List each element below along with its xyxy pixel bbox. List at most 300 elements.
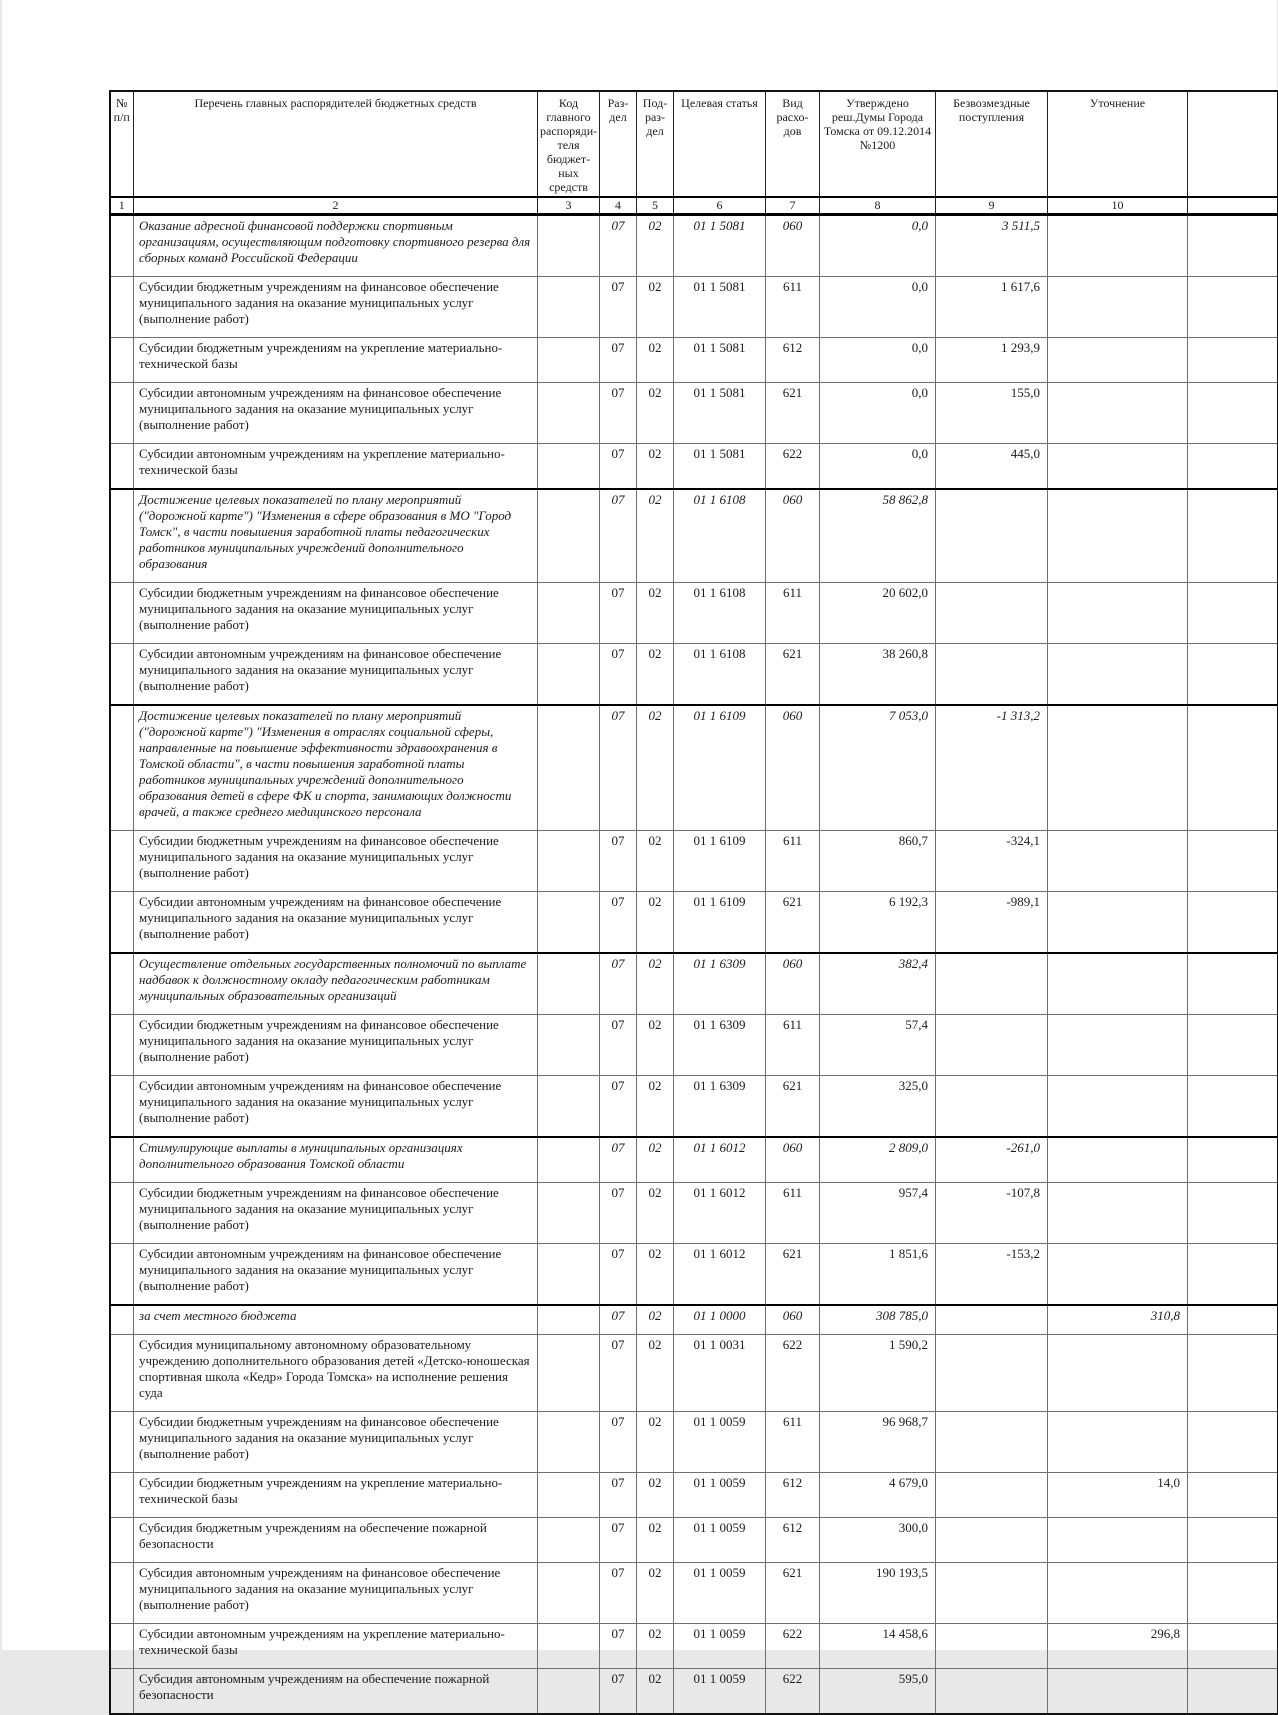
- table-row: [110, 1624, 1278, 1669]
- cell-celevaya-statya: 01 1 0059: [674, 1563, 766, 1624]
- cell-celevaya-statya: 01 1 5081: [674, 383, 766, 444]
- budget-table-wrap: [109, 90, 1277, 1715]
- cell-podrazdel: 02: [637, 338, 674, 383]
- cell-clarification-amount: [1048, 1244, 1188, 1306]
- cell-celevaya-statya: 01 1 5081: [674, 277, 766, 338]
- cell-podrazdel: 02: [637, 1669, 674, 1715]
- scanned-budget-page: [2, 0, 1277, 1650]
- col-index: 8: [820, 197, 936, 215]
- cell-razdel: 07: [600, 1335, 637, 1412]
- cell-row-number: [110, 1412, 134, 1473]
- cell-row-number: [110, 1518, 134, 1563]
- cell-row-number: [110, 831, 134, 892]
- cell-celevaya-statya: 01 1 5081: [674, 444, 766, 490]
- cell-row-number: [110, 1335, 134, 1412]
- table-row: [110, 583, 1278, 644]
- cell-cutoff: [1188, 215, 1278, 277]
- cell-podrazdel: 02: [637, 1563, 674, 1624]
- cell-razdel: 07: [600, 383, 637, 444]
- cell-vid-rashodov: 621: [766, 1244, 820, 1306]
- cell-vid-rashodov: 611: [766, 831, 820, 892]
- cell-gratuitous-amount: [936, 1305, 1048, 1335]
- cell-grbs-code: [538, 1335, 600, 1412]
- cell-celevaya-statya: 01 1 0059: [674, 1473, 766, 1518]
- cell-approved-amount: 308 785,0: [820, 1305, 936, 1335]
- cell-cutoff: [1188, 705, 1278, 831]
- cell-item-name: Субсидия муниципальному автономному образовательному учреждению дополнительного образования детей «Детско-юношеская спортивная школа «Кедр» Города Томска» на исполнение решения суда: [134, 1335, 538, 1412]
- cell-gratuitous-amount: [936, 1076, 1048, 1138]
- cell-row-number: [110, 1137, 134, 1183]
- cell-podrazdel: 02: [637, 892, 674, 954]
- cell-cutoff: [1188, 1412, 1278, 1473]
- cell-vid-rashodov: 622: [766, 1335, 820, 1412]
- cell-celevaya-statya: 01 1 5081: [674, 215, 766, 277]
- cell-clarification-amount: [1048, 215, 1188, 277]
- cell-grbs-code: [538, 1137, 600, 1183]
- table-row: [110, 444, 1278, 490]
- cell-celevaya-statya: 01 1 6108: [674, 583, 766, 644]
- cell-approved-amount: 0,0: [820, 338, 936, 383]
- col-header-gratuitous: Безвозмездные поступления: [936, 91, 1048, 197]
- cell-cutoff: [1188, 953, 1278, 1015]
- cell-item-name: Достижение целевых показателей по плану мероприятий ("дорожной карте") "Изменения в отраслях социальной сферы, направленные на повышение эффективности здравоохранения в Томской области", в части повышения заработной платы работников муниципальных учреждений дополнительного образования детей в сфере ФК и спорта, занимающих должности врачей, а также среднего медицинского персонала: [134, 705, 538, 831]
- table-row: [110, 1518, 1278, 1563]
- table-row: [110, 1669, 1278, 1715]
- table-row: [110, 1076, 1278, 1138]
- cell-vid-rashodov: 060: [766, 705, 820, 831]
- cell-podrazdel: 02: [637, 215, 674, 277]
- cell-clarification-amount: 310,8: [1048, 1305, 1188, 1335]
- header-index-row: [110, 197, 1278, 215]
- table-body: [110, 215, 1278, 1715]
- cell-row-number: [110, 583, 134, 644]
- cell-gratuitous-amount: [936, 1563, 1048, 1624]
- cell-celevaya-statya: 01 1 6109: [674, 831, 766, 892]
- cell-vid-rashodov: 060: [766, 953, 820, 1015]
- cell-grbs-code: [538, 1473, 600, 1518]
- col-header-code: Код главного распоряди-теля бюджет-ных средств: [538, 91, 600, 197]
- cell-grbs-code: [538, 1244, 600, 1306]
- cell-gratuitous-amount: -989,1: [936, 892, 1048, 954]
- cell-item-name: Субсидия бюджетным учреждениям на обеспечение пожарной безопасности: [134, 1518, 538, 1563]
- col-header-celevaya-statya: Целевая статья: [674, 91, 766, 197]
- cell-cutoff: [1188, 383, 1278, 444]
- cell-cutoff: [1188, 277, 1278, 338]
- cell-razdel: 07: [600, 892, 637, 954]
- col-index: 7: [766, 197, 820, 215]
- col-header-podrazdel: Под-раз-дел: [637, 91, 674, 197]
- cell-cutoff: [1188, 583, 1278, 644]
- col-header-num: № п/п: [110, 91, 134, 197]
- cell-approved-amount: 38 260,8: [820, 644, 936, 706]
- cell-approved-amount: 14 458,6: [820, 1624, 936, 1669]
- cell-approved-amount: 57,4: [820, 1015, 936, 1076]
- cell-row-number: [110, 383, 134, 444]
- cell-celevaya-statya: 01 1 0059: [674, 1518, 766, 1563]
- cell-approved-amount: 300,0: [820, 1518, 936, 1563]
- cell-cutoff: [1188, 892, 1278, 954]
- cell-podrazdel: 02: [637, 1076, 674, 1138]
- col-index: 4: [600, 197, 637, 215]
- cell-item-name: Субсидии бюджетным учреждениям на финансовое обеспечение муниципального задания на оказание муниципальных услуг (выполнение работ): [134, 583, 538, 644]
- cell-podrazdel: 02: [637, 1473, 674, 1518]
- cell-row-number: [110, 338, 134, 383]
- cell-razdel: 07: [600, 1669, 637, 1715]
- cell-grbs-code: [538, 1183, 600, 1244]
- col-index: 5: [637, 197, 674, 215]
- cell-row-number: [110, 1669, 134, 1715]
- cell-celevaya-statya: 01 1 0000: [674, 1305, 766, 1335]
- cell-cutoff: [1188, 1473, 1278, 1518]
- cell-gratuitous-amount: 1 293,9: [936, 338, 1048, 383]
- cell-clarification-amount: [1048, 1076, 1188, 1138]
- cell-celevaya-statya: 01 1 6109: [674, 892, 766, 954]
- cell-cutoff: [1188, 1015, 1278, 1076]
- table-row: [110, 1563, 1278, 1624]
- table-row: [110, 1015, 1278, 1076]
- cell-clarification-amount: [1048, 1335, 1188, 1412]
- cell-item-name: Оказание адресной финансовой поддержки спортивным организациям, осуществляющим подготовку спортивного резерва для сборных команд Российской Федерации: [134, 215, 538, 277]
- cell-razdel: 07: [600, 277, 637, 338]
- cell-approved-amount: 860,7: [820, 831, 936, 892]
- cell-podrazdel: 02: [637, 1305, 674, 1335]
- cell-grbs-code: [538, 1412, 600, 1473]
- cell-vid-rashodov: 611: [766, 583, 820, 644]
- cell-vid-rashodov: 612: [766, 338, 820, 383]
- cell-razdel: 07: [600, 444, 637, 490]
- cell-razdel: 07: [600, 705, 637, 831]
- cell-podrazdel: 02: [637, 644, 674, 706]
- cell-podrazdel: 02: [637, 953, 674, 1015]
- cell-grbs-code: [538, 1563, 600, 1624]
- cell-podrazdel: 02: [637, 489, 674, 583]
- cell-grbs-code: [538, 953, 600, 1015]
- cell-podrazdel: 02: [637, 831, 674, 892]
- cell-razdel: 07: [600, 1244, 637, 1306]
- cell-vid-rashodov: 060: [766, 1137, 820, 1183]
- cell-razdel: 07: [600, 1412, 637, 1473]
- cell-row-number: [110, 953, 134, 1015]
- cell-vid-rashodov: 621: [766, 1076, 820, 1138]
- cell-clarification-amount: [1048, 1518, 1188, 1563]
- cell-grbs-code: [538, 892, 600, 954]
- cell-grbs-code: [538, 383, 600, 444]
- col-index: 10: [1048, 197, 1188, 215]
- cell-clarification-amount: [1048, 583, 1188, 644]
- cell-gratuitous-amount: -107,8: [936, 1183, 1048, 1244]
- cell-item-name: за счет местного бюджета: [134, 1305, 538, 1335]
- cell-clarification-amount: [1048, 1412, 1188, 1473]
- cell-grbs-code: [538, 1624, 600, 1669]
- cell-clarification-amount: [1048, 705, 1188, 831]
- cell-vid-rashodov: 621: [766, 892, 820, 954]
- cell-approved-amount: 20 602,0: [820, 583, 936, 644]
- cell-razdel: 07: [600, 1076, 637, 1138]
- cell-gratuitous-amount: -324,1: [936, 831, 1048, 892]
- cell-vid-rashodov: 060: [766, 489, 820, 583]
- cell-row-number: [110, 705, 134, 831]
- cell-approved-amount: 382,4: [820, 953, 936, 1015]
- cell-vid-rashodov: 611: [766, 277, 820, 338]
- cell-approved-amount: 0,0: [820, 277, 936, 338]
- table-row: [110, 953, 1278, 1015]
- cell-razdel: 07: [600, 1563, 637, 1624]
- cell-clarification-amount: [1048, 1137, 1188, 1183]
- cell-row-number: [110, 215, 134, 277]
- cell-clarification-amount: [1048, 1563, 1188, 1624]
- cell-gratuitous-amount: [936, 1015, 1048, 1076]
- cell-celevaya-statya: 01 1 6309: [674, 1076, 766, 1138]
- header-label-row: [110, 91, 1278, 197]
- cell-clarification-amount: [1048, 338, 1188, 383]
- cell-grbs-code: [538, 277, 600, 338]
- cell-vid-rashodov: 611: [766, 1015, 820, 1076]
- table-row: [110, 215, 1278, 277]
- cell-approved-amount: 957,4: [820, 1183, 936, 1244]
- cell-gratuitous-amount: [936, 1473, 1048, 1518]
- cell-item-name: Субсидии автономным учреждениям на финансовое обеспечение муниципального задания на оказание муниципальных услуг (выполнение работ): [134, 383, 538, 444]
- cell-grbs-code: [538, 1015, 600, 1076]
- cell-row-number: [110, 1244, 134, 1306]
- col-header-name: Перечень главных распорядителей бюджетных средств: [134, 91, 538, 197]
- cell-podrazdel: 02: [637, 1518, 674, 1563]
- cell-clarification-amount: [1048, 831, 1188, 892]
- cell-celevaya-statya: 01 1 0031: [674, 1335, 766, 1412]
- cell-razdel: 07: [600, 338, 637, 383]
- cell-vid-rashodov: 621: [766, 1563, 820, 1624]
- cell-item-name: Субсидии автономным учреждениям на укрепление материально-технической базы: [134, 444, 538, 490]
- cell-celevaya-statya: 01 1 6012: [674, 1244, 766, 1306]
- cell-vid-rashodov: 060: [766, 215, 820, 277]
- cell-cutoff: [1188, 1137, 1278, 1183]
- cell-item-name: Стимулирующие выплаты в муниципальных организациях дополнительного образования Томской области: [134, 1137, 538, 1183]
- cell-row-number: [110, 1473, 134, 1518]
- cell-row-number: [110, 1183, 134, 1244]
- cell-approved-amount: 0,0: [820, 383, 936, 444]
- cell-celevaya-statya: 01 1 6108: [674, 644, 766, 706]
- cell-gratuitous-amount: -261,0: [936, 1137, 1048, 1183]
- cell-podrazdel: 02: [637, 1183, 674, 1244]
- cell-grbs-code: [538, 338, 600, 383]
- cell-gratuitous-amount: 445,0: [936, 444, 1048, 490]
- cell-celevaya-statya: 01 1 5081: [674, 338, 766, 383]
- cell-podrazdel: 02: [637, 1335, 674, 1412]
- cell-celevaya-statya: 01 1 6012: [674, 1137, 766, 1183]
- table-row: [110, 277, 1278, 338]
- cell-podrazdel: 02: [637, 444, 674, 490]
- cell-item-name: Субсидии бюджетным учреждениям на укрепление материально-технической базы: [134, 1473, 538, 1518]
- cell-razdel: 07: [600, 831, 637, 892]
- cell-razdel: 07: [600, 644, 637, 706]
- cell-cutoff: [1188, 1244, 1278, 1306]
- table-header: [110, 91, 1278, 215]
- cell-clarification-amount: [1048, 644, 1188, 706]
- cell-item-name: Субсидии бюджетным учреждениям на финансовое обеспечение муниципального задания на оказание муниципальных услуг (выполнение работ): [134, 1183, 538, 1244]
- cell-approved-amount: 595,0: [820, 1669, 936, 1715]
- cell-cutoff: [1188, 338, 1278, 383]
- cell-grbs-code: [538, 831, 600, 892]
- cell-cutoff: [1188, 831, 1278, 892]
- cell-razdel: 07: [600, 215, 637, 277]
- col-header-approved: Утверждено реш.Думы Города Томска от 09.12.2014 №1200: [820, 91, 936, 197]
- cell-celevaya-statya: 01 1 6309: [674, 1015, 766, 1076]
- cell-approved-amount: 4 679,0: [820, 1473, 936, 1518]
- cell-vid-rashodov: 611: [766, 1412, 820, 1473]
- cell-item-name: Субсидии автономным учреждениям на укрепление материально-технической базы: [134, 1624, 538, 1669]
- cell-cutoff: [1188, 1076, 1278, 1138]
- col-header-razdel: Раз-дел: [600, 91, 637, 197]
- cell-item-name: Субсидии автономным учреждениям на финансовое обеспечение муниципального задания на оказание муниципальных услуг (выполнение работ): [134, 1244, 538, 1306]
- cell-podrazdel: 02: [637, 1412, 674, 1473]
- cell-gratuitous-amount: [936, 1624, 1048, 1669]
- cell-grbs-code: [538, 444, 600, 490]
- cell-razdel: 07: [600, 583, 637, 644]
- cell-item-name: Субсидии бюджетным учреждениям на финансовое обеспечение муниципального задания на оказание муниципальных услуг (выполнение работ): [134, 1015, 538, 1076]
- cell-podrazdel: 02: [637, 1015, 674, 1076]
- cell-item-name: Субсидии бюджетным учреждениям на финансовое обеспечение муниципального задания на оказание муниципальных услуг (выполнение работ): [134, 1412, 538, 1473]
- cell-item-name: Осуществление отдельных государственных полномочий по выплате надбавок к должностному окладу педагогическим работникам муниципальных образовательных организаций: [134, 953, 538, 1015]
- cell-cutoff: [1188, 1305, 1278, 1335]
- cell-approved-amount: 96 968,7: [820, 1412, 936, 1473]
- cell-vid-rashodov: 611: [766, 1183, 820, 1244]
- cell-row-number: [110, 1305, 134, 1335]
- cell-razdel: 07: [600, 1015, 637, 1076]
- cell-clarification-amount: [1048, 444, 1188, 490]
- cell-row-number: [110, 444, 134, 490]
- table-row: [110, 1244, 1278, 1306]
- cell-approved-amount: 6 192,3: [820, 892, 936, 954]
- cell-cutoff: [1188, 1563, 1278, 1624]
- col-index: 1: [110, 197, 134, 215]
- cell-row-number: [110, 1015, 134, 1076]
- cell-grbs-code: [538, 1518, 600, 1563]
- cell-grbs-code: [538, 1305, 600, 1335]
- cell-gratuitous-amount: [936, 644, 1048, 706]
- cell-grbs-code: [538, 644, 600, 706]
- cell-celevaya-statya: 01 1 6309: [674, 953, 766, 1015]
- cell-row-number: [110, 644, 134, 706]
- table-row: [110, 489, 1278, 583]
- col-header-cutoff: [1188, 91, 1278, 197]
- cell-vid-rashodov: 622: [766, 1624, 820, 1669]
- cell-clarification-amount: [1048, 489, 1188, 583]
- cell-podrazdel: 02: [637, 583, 674, 644]
- cell-approved-amount: 0,0: [820, 215, 936, 277]
- cell-clarification-amount: [1048, 953, 1188, 1015]
- cell-row-number: [110, 1076, 134, 1138]
- cell-gratuitous-amount: -1 313,2: [936, 705, 1048, 831]
- table-row: [110, 705, 1278, 831]
- cell-clarification-amount: [1048, 383, 1188, 444]
- cell-gratuitous-amount: [936, 1412, 1048, 1473]
- cell-celevaya-statya: 01 1 6109: [674, 705, 766, 831]
- cell-item-name: Субсидия автономным учреждениям на обеспечение пожарной безопасности: [134, 1669, 538, 1715]
- col-index: 2: [134, 197, 538, 215]
- table-row: [110, 1183, 1278, 1244]
- table-row: [110, 1305, 1278, 1335]
- cell-grbs-code: [538, 489, 600, 583]
- cell-row-number: [110, 277, 134, 338]
- cell-cutoff: [1188, 489, 1278, 583]
- cell-razdel: 07: [600, 1473, 637, 1518]
- table-row: [110, 1412, 1278, 1473]
- cell-cutoff: [1188, 444, 1278, 490]
- cell-approved-amount: 325,0: [820, 1076, 936, 1138]
- table-row: [110, 1335, 1278, 1412]
- cell-approved-amount: 2 809,0: [820, 1137, 936, 1183]
- cell-podrazdel: 02: [637, 1624, 674, 1669]
- cell-item-name: Субсидии бюджетным учреждениям на укрепление материально-технической базы: [134, 338, 538, 383]
- cell-approved-amount: 0,0: [820, 444, 936, 490]
- cell-clarification-amount: [1048, 1669, 1188, 1715]
- cell-razdel: 07: [600, 1183, 637, 1244]
- cell-approved-amount: 58 862,8: [820, 489, 936, 583]
- cell-celevaya-statya: 01 1 0059: [674, 1412, 766, 1473]
- cell-razdel: 07: [600, 953, 637, 1015]
- cell-podrazdel: 02: [637, 705, 674, 831]
- col-index: 9: [936, 197, 1048, 215]
- cell-razdel: 07: [600, 1624, 637, 1669]
- cell-podrazdel: 02: [637, 1244, 674, 1306]
- cell-podrazdel: 02: [637, 383, 674, 444]
- cell-podrazdel: 02: [637, 277, 674, 338]
- cell-gratuitous-amount: [936, 583, 1048, 644]
- col-index: [1188, 197, 1278, 215]
- table-row: [110, 1137, 1278, 1183]
- cell-approved-amount: 7 053,0: [820, 705, 936, 831]
- table-row: [110, 644, 1278, 706]
- table-row: [110, 1473, 1278, 1518]
- cell-clarification-amount: [1048, 1015, 1188, 1076]
- cell-celevaya-statya: 01 1 0059: [674, 1669, 766, 1715]
- cell-gratuitous-amount: [936, 1669, 1048, 1715]
- cell-approved-amount: 1 851,6: [820, 1244, 936, 1306]
- cell-vid-rashodov: 622: [766, 1669, 820, 1715]
- cell-vid-rashodov: 060: [766, 1305, 820, 1335]
- table-row: [110, 338, 1278, 383]
- cell-clarification-amount: [1048, 892, 1188, 954]
- cell-vid-rashodov: 621: [766, 383, 820, 444]
- col-header-clarification: Уточнение: [1048, 91, 1188, 197]
- cell-gratuitous-amount: [936, 1518, 1048, 1563]
- cell-podrazdel: 02: [637, 1137, 674, 1183]
- cell-cutoff: [1188, 1669, 1278, 1715]
- cell-approved-amount: 190 193,5: [820, 1563, 936, 1624]
- cell-item-name: Субсидии автономным учреждениям на финансовое обеспечение муниципального задания на оказание муниципальных услуг (выполнение работ): [134, 644, 538, 706]
- budget-table: [109, 90, 1278, 1715]
- cell-grbs-code: [538, 1669, 600, 1715]
- cell-grbs-code: [538, 215, 600, 277]
- cell-vid-rashodov: 612: [766, 1473, 820, 1518]
- cell-grbs-code: [538, 583, 600, 644]
- table-row: [110, 831, 1278, 892]
- table-row: [110, 383, 1278, 444]
- cell-celevaya-statya: 01 1 0059: [674, 1624, 766, 1669]
- col-index: 6: [674, 197, 766, 215]
- cell-item-name: Субсидии автономным учреждениям на финансовое обеспечение муниципального задания на оказание муниципальных услуг (выполнение работ): [134, 1076, 538, 1138]
- cell-item-name: Субсидии автономным учреждениям на финансовое обеспечение муниципального задания на оказание муниципальных услуг (выполнение работ): [134, 892, 538, 954]
- col-index: 3: [538, 197, 600, 215]
- col-header-vid-rashodov: Вид расхо-дов: [766, 91, 820, 197]
- cell-vid-rashodov: 622: [766, 444, 820, 490]
- cell-item-name: Субсидия автономным учреждениям на финансовое обеспечение муниципального задания на оказание муниципальных услуг (выполнение работ): [134, 1563, 538, 1624]
- cell-cutoff: [1188, 1518, 1278, 1563]
- cell-cutoff: [1188, 1335, 1278, 1412]
- cell-clarification-amount: [1048, 1183, 1188, 1244]
- cell-razdel: 07: [600, 1518, 637, 1563]
- cell-celevaya-statya: 01 1 6012: [674, 1183, 766, 1244]
- cell-razdel: 07: [600, 1137, 637, 1183]
